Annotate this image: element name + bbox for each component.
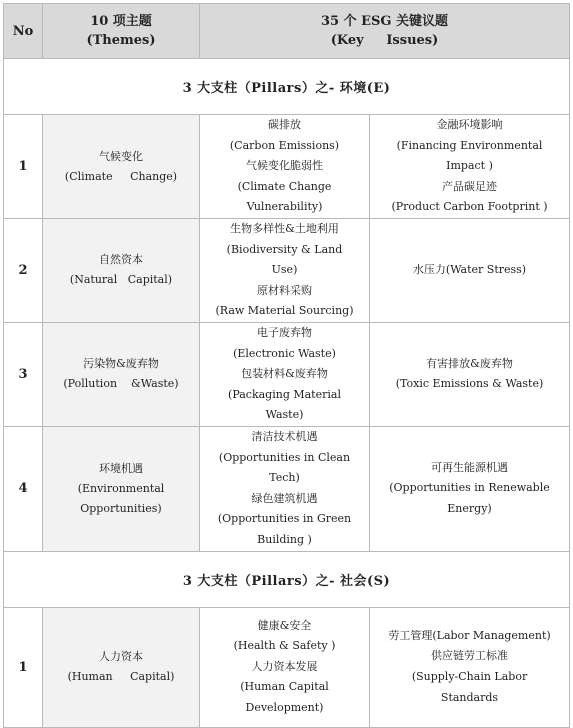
- theme-cell: [43, 115, 200, 219]
- key-issues-cell-line: 包装材料&废弃物: [241, 367, 328, 381]
- theme-cell-line: (Environmental: [77, 481, 165, 495]
- table-row: [4, 322, 570, 426]
- key-issues-cell-secondary-line: 劳工管理(Labor Management): [388, 628, 551, 642]
- key-issues-cell-secondary-line: (Toxic Emissions & Waste): [395, 377, 544, 391]
- key-issues-cell-line: (Raw Material Sourcing): [215, 304, 354, 318]
- key-issues-cell-line: 绿色建筑机遇: [251, 491, 318, 505]
- key-issues-cell-line: (Biodiversity & Land: [226, 242, 343, 256]
- key-issues-cell-line: (Climate Change: [237, 179, 332, 193]
- key-issues-cell-line: 碳排放: [268, 118, 301, 132]
- key-issues-cell-secondary-line: 可再生能源机遇: [431, 460, 508, 474]
- table-row: [4, 426, 570, 551]
- key-issues-cell-secondary: [370, 219, 570, 323]
- key-issues-cell-line: (Human Capital: [240, 680, 329, 694]
- key-issues-cell-line: (Opportunities in Green: [217, 512, 352, 526]
- theme-cell-line: 自然资本: [99, 253, 143, 267]
- row-number: 1: [4, 607, 43, 727]
- key-issues-cell-secondary-line: Impact ): [446, 159, 493, 173]
- theme-cell-line: Opportunities): [80, 501, 162, 515]
- theme-cell-line: (Human Capital): [67, 670, 175, 683]
- key-issues-cell-line: (Packaging Material: [228, 387, 341, 401]
- row-number: 1: [4, 115, 43, 219]
- key-issues-cell-secondary: [370, 426, 570, 551]
- theme-cell-line: (Natural Capital): [69, 273, 173, 287]
- key-issues-cell-line: Building ): [257, 532, 312, 546]
- theme-cell: [43, 426, 200, 551]
- row-number: 4: [4, 426, 43, 551]
- key-issues-cell: [200, 426, 370, 551]
- key-issues-cell-line: (Electronic Waste): [233, 346, 336, 360]
- header-no: No: [4, 4, 43, 59]
- theme-cell-line: 污染物&废弃物: [83, 357, 159, 371]
- key-issues-cell-line: Use): [271, 263, 298, 277]
- row-number: 2: [4, 219, 43, 323]
- theme-cell-line: 人力资本: [99, 650, 143, 663]
- table-row: [4, 607, 570, 727]
- key-issues-cell-line: 电子废弃物: [257, 325, 312, 339]
- key-issues-cell: [200, 607, 370, 727]
- table-row: [4, 115, 570, 219]
- key-issues-cell-line: 清洁技术机遇: [251, 429, 318, 443]
- key-issues-cell: [200, 115, 370, 219]
- pillar-title: 3 大支柱（Pillars）之- 社会(S): [4, 551, 570, 607]
- header-row: [4, 4, 570, 59]
- key-issues-cell: [200, 322, 370, 426]
- key-issues-cell-line: Vulnerability): [246, 200, 323, 214]
- theme-cell-line: (Pollution &Waste): [63, 377, 179, 391]
- key-issues-cell-line: 气候变化脆弱性: [246, 159, 323, 173]
- pillar-row: [4, 551, 570, 607]
- key-issues-cell-secondary-line: (Supply-Chain Labor: [411, 670, 528, 683]
- key-issues-cell-line: 人力资本发展: [251, 659, 318, 673]
- theme-cell-line: 气候变化: [99, 149, 143, 163]
- theme-cell-line: (Climate Change): [64, 169, 178, 183]
- header-key-issues: 35 个 ESG 关键议题 (Key Issues): [200, 4, 570, 59]
- key-issues-cell-line: (Carbon Emissions): [229, 138, 340, 152]
- key-issues-cell-secondary: [370, 607, 570, 727]
- key-issues-cell: [200, 219, 370, 323]
- key-issues-cell-secondary-line: 有害排放&废弃物: [426, 356, 513, 370]
- key-issues-cell-secondary-line: (Opportunities in Renewable: [389, 481, 550, 495]
- theme-cell: [43, 607, 200, 727]
- theme-cell: [43, 219, 200, 323]
- key-issues-cell-secondary-line: Energy): [447, 502, 492, 516]
- key-issues-cell-secondary-line: (Product Carbon Footprint ): [391, 200, 548, 214]
- key-issues-cell-line: 生物多样性&土地利用: [230, 222, 339, 235]
- header-themes: 10 项主题 (Themes): [43, 4, 200, 59]
- key-issues-cell-line: Tech): [269, 471, 300, 485]
- key-issues-cell-line: Waste): [265, 408, 304, 422]
- key-issues-cell-secondary-line: 水压力(Water Stress): [412, 263, 527, 277]
- key-issues-cell-secondary-line: 供应链劳工标准: [431, 649, 508, 663]
- table-body: [4, 59, 570, 728]
- pillar-title: 3 大支柱（Pillars）之- 环境(E): [4, 59, 570, 115]
- key-issues-cell-line: Development): [245, 700, 324, 714]
- table-row: [4, 219, 570, 323]
- pillar-row: [4, 59, 570, 115]
- key-issues-cell-secondary: [370, 322, 570, 426]
- theme-cell: [43, 322, 200, 426]
- key-issues-cell-secondary-line: Standards: [440, 690, 499, 704]
- key-issues-cell-line: 原材料采购: [257, 283, 312, 297]
- key-issues-cell-line: 健康&安全: [257, 618, 312, 632]
- theme-cell-line: 环境机遇: [99, 461, 143, 475]
- key-issues-cell-secondary-line: (Financing Environmental: [396, 138, 543, 152]
- key-issues-cell-secondary-line: 金融环境影响: [436, 118, 503, 132]
- key-issues-cell-secondary-line: 产品碳足迹: [442, 179, 497, 193]
- row-number: 3: [4, 322, 43, 426]
- key-issues-cell-line: (Opportunities in Clean: [218, 450, 351, 464]
- esg-issues-table: [3, 3, 570, 728]
- key-issues-cell-line: (Health & Safety ): [233, 639, 336, 653]
- key-issues-cell-secondary: [370, 115, 570, 219]
